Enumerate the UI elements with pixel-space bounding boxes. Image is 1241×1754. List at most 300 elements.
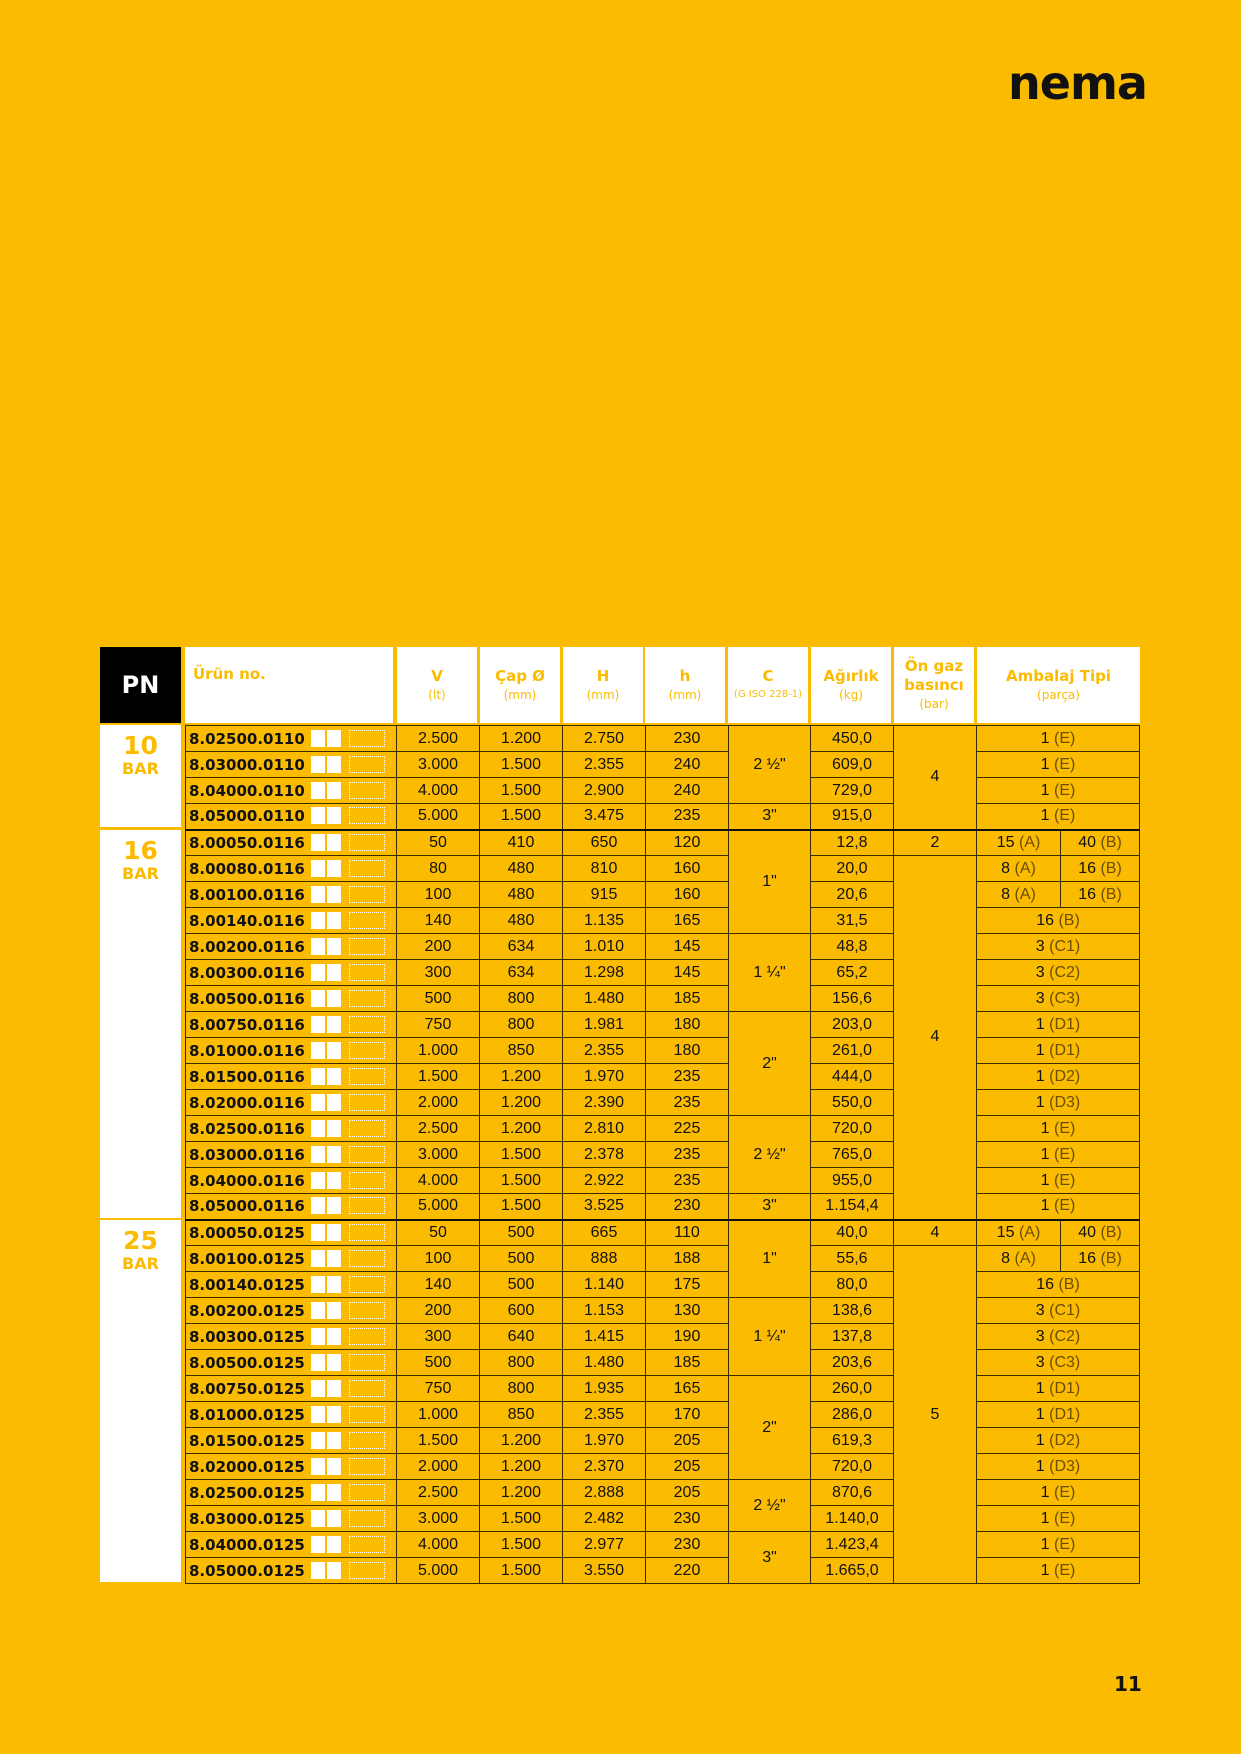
- product-code-cell: [186, 1324, 397, 1350]
- weight-cell: 1.665,0: [811, 1558, 894, 1584]
- dotted-box: [349, 1432, 385, 1449]
- packaging-count: 40: [1078, 833, 1096, 851]
- checkbox-square: [327, 1146, 341, 1163]
- checkbox-square: [327, 730, 341, 747]
- connection-height-cell: 230: [646, 726, 729, 752]
- diameter-cell: 1.500: [480, 1168, 563, 1194]
- packaging-cell: [977, 934, 1140, 960]
- weight-cell: 955,0: [811, 1168, 894, 1194]
- packaging-cell: [977, 1220, 1061, 1246]
- checkbox-square: [311, 1562, 325, 1579]
- checkbox-square: [327, 1380, 341, 1397]
- connection-cell: 2 ½": [729, 726, 811, 804]
- table-row: [186, 908, 1140, 934]
- diameter-cell: 480: [480, 856, 563, 882]
- height-cell: 650: [563, 830, 646, 856]
- product-code-cell: [186, 1116, 397, 1142]
- weight-cell: 720,0: [811, 1454, 894, 1480]
- weight-cell: 1.423,4: [811, 1532, 894, 1558]
- volume-cell: 2.500: [397, 1116, 480, 1142]
- height-cell: 2.888: [563, 1480, 646, 1506]
- packaging-count: 1: [1035, 1379, 1045, 1397]
- connection-height-cell: 205: [646, 1454, 729, 1480]
- packaging-type: (D2): [1049, 1067, 1081, 1085]
- table-row: [186, 1142, 1140, 1168]
- packaging-type: (A): [1014, 885, 1036, 903]
- packaging-type: (C2): [1049, 1327, 1081, 1345]
- pn-group-label: [100, 830, 181, 1218]
- product-code: 8.02500.0116: [189, 1119, 305, 1138]
- table-row: [186, 804, 1140, 830]
- packaging-count: 8: [1001, 1249, 1011, 1267]
- packaging-cell: [977, 1454, 1140, 1480]
- packaging-cell: [977, 1272, 1140, 1298]
- diameter-cell: 800: [480, 1376, 563, 1402]
- diameter-cell: 1.200: [480, 1116, 563, 1142]
- volume-cell: 300: [397, 960, 480, 986]
- table-row: [186, 1480, 1140, 1506]
- height-cell: 2.482: [563, 1506, 646, 1532]
- connection-cell: 1 ¼": [729, 1298, 811, 1376]
- height-cell: 1.970: [563, 1428, 646, 1454]
- dotted-box: [349, 860, 385, 877]
- packaging-count: 40: [1078, 1223, 1096, 1241]
- connection-height-cell: 110: [646, 1220, 729, 1246]
- connection-height-cell: 235: [646, 1168, 729, 1194]
- table-row: [186, 1246, 1140, 1272]
- table-row: [186, 856, 1140, 882]
- checkbox-square: [327, 1276, 341, 1293]
- packaging-cell: [977, 1558, 1140, 1584]
- height-cell: 1.970: [563, 1064, 646, 1090]
- product-code: 8.01500.0125: [189, 1431, 305, 1450]
- packaging-type: (B): [1100, 885, 1122, 903]
- volume-cell: 3.000: [397, 752, 480, 778]
- packaging-count: 1: [1040, 781, 1050, 799]
- packaging-cell: [977, 1116, 1140, 1142]
- height-cell: 1.480: [563, 1350, 646, 1376]
- packaging-cell: [977, 1324, 1140, 1350]
- dotted-box: [349, 1016, 385, 1033]
- product-code: 8.04000.0125: [189, 1535, 305, 1554]
- header-height: [563, 647, 643, 723]
- dotted-box: [349, 1484, 385, 1501]
- header-connection-title: C: [762, 666, 774, 685]
- product-code-cell: [186, 830, 397, 856]
- header-weight-title: Ağırlık: [823, 666, 879, 685]
- diameter-cell: 1.200: [480, 1480, 563, 1506]
- connection-height-cell: 230: [646, 1532, 729, 1558]
- nema-logo: nema: [1008, 56, 1147, 110]
- volume-cell: 2.500: [397, 726, 480, 752]
- dotted-box: [349, 912, 385, 929]
- diameter-cell: 500: [480, 1272, 563, 1298]
- connection-height-cell: 225: [646, 1116, 729, 1142]
- packaging-cell: [977, 986, 1140, 1012]
- diameter-cell: 800: [480, 1012, 563, 1038]
- checkbox-square: [327, 912, 341, 929]
- dotted-box: [349, 1224, 385, 1241]
- header-connection-height: [645, 647, 725, 723]
- table-row: [186, 1194, 1140, 1220]
- product-code-cell: [186, 1376, 397, 1402]
- checkbox-square: [311, 782, 325, 799]
- packaging-type: (D3): [1049, 1093, 1081, 1111]
- checkbox-square: [327, 782, 341, 799]
- packaging-count: 1: [1040, 1509, 1050, 1527]
- table-row: [186, 1168, 1140, 1194]
- table-row: [186, 1506, 1140, 1532]
- weight-cell: 156,6: [811, 986, 894, 1012]
- packaging-type: (C1): [1049, 1301, 1081, 1319]
- header-height-title: H: [596, 666, 610, 685]
- volume-cell: 140: [397, 908, 480, 934]
- table-row: [186, 752, 1140, 778]
- height-cell: 2.355: [563, 1402, 646, 1428]
- header-pressure: [894, 647, 974, 723]
- packaging-cell: [977, 726, 1140, 752]
- product-code: 8.00750.0116: [189, 1015, 305, 1034]
- packaging-cell: [977, 1246, 1061, 1272]
- connection-cell: 3": [729, 1194, 811, 1220]
- checkbox-square: [327, 1302, 341, 1319]
- volume-cell: 5.000: [397, 1194, 480, 1220]
- connection-cell: 3": [729, 804, 811, 830]
- height-cell: 1.981: [563, 1012, 646, 1038]
- product-code: 8.02500.0110: [189, 729, 305, 748]
- checkbox-square: [311, 1068, 325, 1085]
- packaging-count: 16: [1078, 1249, 1096, 1267]
- weight-cell: 138,6: [811, 1298, 894, 1324]
- header-connection: [728, 647, 808, 723]
- header-diameter-title: Çap Ø: [495, 666, 545, 685]
- product-code: 8.03000.0116: [189, 1145, 305, 1164]
- packaging-count: 1: [1040, 729, 1050, 747]
- table-row: [186, 1012, 1140, 1038]
- pressure-cell: 2: [894, 830, 977, 856]
- table-row: [186, 1090, 1140, 1116]
- weight-cell: 55,6: [811, 1246, 894, 1272]
- weight-cell: 203,6: [811, 1350, 894, 1376]
- volume-cell: 3.000: [397, 1506, 480, 1532]
- packaging-type: (B): [1100, 859, 1122, 877]
- product-code-cell: [186, 934, 397, 960]
- header-packaging-unit: (parça): [1037, 687, 1080, 702]
- checkbox-square: [327, 756, 341, 773]
- pn-value: 25: [123, 1226, 158, 1255]
- packaging-count: 8: [1001, 885, 1011, 903]
- connection-height-cell: 235: [646, 1142, 729, 1168]
- product-code-cell: [186, 1506, 397, 1532]
- header-diameter: [480, 647, 560, 723]
- packaging-count: 3: [1035, 937, 1045, 955]
- packaging-type: (E): [1054, 1171, 1076, 1189]
- checkbox-square: [311, 756, 325, 773]
- checkbox-square: [311, 1380, 325, 1397]
- connection-height-cell: 120: [646, 830, 729, 856]
- header-diameter-unit: (mm): [503, 687, 537, 702]
- checkbox-square: [327, 1068, 341, 1085]
- weight-cell: 915,0: [811, 804, 894, 830]
- dotted-box: [349, 1302, 385, 1319]
- table-row: [186, 1272, 1140, 1298]
- product-code-cell: [186, 1272, 397, 1298]
- weight-cell: 12,8: [811, 830, 894, 856]
- checkbox-square: [311, 1224, 325, 1241]
- checkbox-square: [311, 1042, 325, 1059]
- packaging-count: 1: [1035, 1457, 1045, 1475]
- weight-cell: 550,0: [811, 1090, 894, 1116]
- checkbox-square: [311, 1328, 325, 1345]
- checkbox-square: [311, 834, 325, 851]
- table-row: [186, 1350, 1140, 1376]
- table-row: [186, 1038, 1140, 1064]
- product-code-cell: [186, 1090, 397, 1116]
- connection-height-cell: 205: [646, 1428, 729, 1454]
- volume-cell: 1.000: [397, 1038, 480, 1064]
- diameter-cell: 1.500: [480, 1558, 563, 1584]
- packaging-type: (A): [1014, 1249, 1036, 1267]
- height-cell: 2.370: [563, 1454, 646, 1480]
- volume-cell: 4.000: [397, 1532, 480, 1558]
- product-code-cell: [186, 1532, 397, 1558]
- connection-height-cell: 185: [646, 1350, 729, 1376]
- product-code-cell: [186, 1064, 397, 1090]
- product-code-cell: [186, 908, 397, 934]
- connection-height-cell: 170: [646, 1402, 729, 1428]
- packaging-type: (E): [1054, 729, 1076, 747]
- dotted-box: [349, 1328, 385, 1345]
- packaging-type: (E): [1054, 781, 1076, 799]
- packaging-type: (D1): [1049, 1041, 1081, 1059]
- weight-cell: 261,0: [811, 1038, 894, 1064]
- connection-height-cell: 180: [646, 1038, 729, 1064]
- packaging-cell: [977, 752, 1140, 778]
- checkbox-square: [327, 1354, 341, 1371]
- weight-cell: 286,0: [811, 1402, 894, 1428]
- weight-cell: 444,0: [811, 1064, 894, 1090]
- dotted-box: [349, 1250, 385, 1267]
- dotted-box: [349, 1120, 385, 1137]
- packaging-count: 1: [1035, 1041, 1045, 1059]
- volume-cell: 100: [397, 1246, 480, 1272]
- packaging-count: 3: [1035, 1353, 1045, 1371]
- weight-cell: 1.154,4: [811, 1194, 894, 1220]
- pressure-cell: 5: [894, 1246, 977, 1584]
- diameter-cell: 1.200: [480, 1454, 563, 1480]
- volume-cell: 750: [397, 1012, 480, 1038]
- pn-header: PN: [100, 647, 181, 723]
- connection-cell: 3": [729, 1532, 811, 1584]
- checkbox-square: [327, 1042, 341, 1059]
- packaging-count: 8: [1001, 859, 1011, 877]
- packaging-cell: [1061, 1246, 1140, 1272]
- checkbox-square: [311, 1484, 325, 1501]
- checkbox-square: [327, 1120, 341, 1137]
- dotted-box: [349, 1068, 385, 1085]
- header-code: [185, 647, 393, 723]
- table-row: [186, 960, 1140, 986]
- weight-cell: 1.140,0: [811, 1506, 894, 1532]
- checkbox-square: [327, 1172, 341, 1189]
- diameter-cell: 500: [480, 1220, 563, 1246]
- height-cell: 3.525: [563, 1194, 646, 1220]
- connection-height-cell: 235: [646, 804, 729, 830]
- packaging-count: 3: [1035, 989, 1045, 1007]
- product-code-cell: [186, 1454, 397, 1480]
- product-code: 8.05000.0116: [189, 1197, 305, 1216]
- packaging-count: 1: [1040, 1171, 1050, 1189]
- packaging-type: (E): [1054, 1535, 1076, 1553]
- product-code-cell: [186, 986, 397, 1012]
- product-code: 8.00050.0125: [189, 1223, 305, 1242]
- header-volume: [397, 647, 477, 723]
- checkbox-square: [311, 1016, 325, 1033]
- connection-height-cell: 235: [646, 1090, 729, 1116]
- packaging-cell: [977, 856, 1061, 882]
- diameter-cell: 800: [480, 986, 563, 1012]
- packaging-cell: [977, 1350, 1140, 1376]
- connection-cell: 2 ½": [729, 1480, 811, 1532]
- diameter-cell: 1.200: [480, 726, 563, 752]
- header-height-unit: (mm): [586, 687, 620, 702]
- dotted-box: [349, 990, 385, 1007]
- packaging-type: (D1): [1049, 1379, 1081, 1397]
- volume-cell: 5.000: [397, 804, 480, 830]
- dotted-box: [349, 756, 385, 773]
- checkbox-square: [311, 1510, 325, 1527]
- product-code: 8.01000.0125: [189, 1405, 305, 1424]
- product-code-cell: [186, 1480, 397, 1506]
- volume-cell: 5.000: [397, 1558, 480, 1584]
- diameter-cell: 1.500: [480, 1142, 563, 1168]
- packaging-type: (E): [1054, 1145, 1076, 1163]
- table-row: [186, 1558, 1140, 1584]
- volume-cell: 300: [397, 1324, 480, 1350]
- weight-cell: 203,0: [811, 1012, 894, 1038]
- dotted-box: [349, 1458, 385, 1475]
- checkbox-square: [311, 964, 325, 981]
- product-code: 8.00140.0125: [189, 1275, 305, 1294]
- product-code-cell: [186, 1220, 397, 1246]
- product-code: 8.00200.0125: [189, 1301, 305, 1320]
- height-cell: 1.480: [563, 986, 646, 1012]
- height-cell: 2.378: [563, 1142, 646, 1168]
- packaging-count: 1: [1035, 1431, 1045, 1449]
- connection-height-cell: 190: [646, 1324, 729, 1350]
- table-row: [186, 1220, 1140, 1246]
- checkbox-square: [327, 1197, 341, 1214]
- packaging-count: 1: [1040, 1119, 1050, 1137]
- packaging-type: (E): [1054, 1509, 1076, 1527]
- packaging-count: 16: [1036, 1275, 1054, 1293]
- connection-height-cell: 130: [646, 1298, 729, 1324]
- connection-height-cell: 240: [646, 752, 729, 778]
- checkbox-square: [327, 1432, 341, 1449]
- packaging-type: (E): [1054, 755, 1076, 773]
- dotted-box: [349, 886, 385, 903]
- volume-cell: 50: [397, 1220, 480, 1246]
- volume-cell: 3.000: [397, 1142, 480, 1168]
- connection-height-cell: 235: [646, 1064, 729, 1090]
- pressure-cell: 4: [894, 726, 977, 830]
- packaging-cell: [977, 778, 1140, 804]
- product-code: 8.01500.0116: [189, 1067, 305, 1086]
- diameter-cell: 1.500: [480, 752, 563, 778]
- height-cell: 1.153: [563, 1298, 646, 1324]
- dotted-box: [349, 1406, 385, 1423]
- height-cell: 810: [563, 856, 646, 882]
- product-code: 8.04000.0110: [189, 781, 305, 800]
- table-row: [186, 1324, 1140, 1350]
- product-code: 8.01000.0116: [189, 1041, 305, 1060]
- product-table: [185, 725, 1140, 1584]
- packaging-count: 1: [1040, 807, 1050, 825]
- volume-cell: 80: [397, 856, 480, 882]
- product-code-cell: [186, 856, 397, 882]
- product-code: 8.00100.0116: [189, 885, 305, 904]
- packaging-cell: [977, 882, 1061, 908]
- checkbox-square: [327, 1250, 341, 1267]
- product-code: 8.00750.0125: [189, 1379, 305, 1398]
- product-code: 8.02000.0116: [189, 1093, 305, 1112]
- diameter-cell: 850: [480, 1402, 563, 1428]
- packaging-cell: [977, 830, 1061, 856]
- diameter-cell: 410: [480, 830, 563, 856]
- packaging-cell: [977, 1298, 1140, 1324]
- product-code: 8.03000.0110: [189, 755, 305, 774]
- dotted-box: [349, 1380, 385, 1397]
- checkbox-square: [327, 1016, 341, 1033]
- volume-cell: 2.500: [397, 1480, 480, 1506]
- header-connection-height-title: h: [679, 666, 691, 685]
- dotted-box: [349, 834, 385, 851]
- weight-cell: 870,6: [811, 1480, 894, 1506]
- volume-cell: 140: [397, 1272, 480, 1298]
- height-cell: 3.550: [563, 1558, 646, 1584]
- pn-group-label: [100, 1220, 181, 1582]
- table-row: [186, 1376, 1140, 1402]
- packaging-type: (C3): [1049, 989, 1081, 1007]
- product-code: 8.00300.0125: [189, 1327, 305, 1346]
- diameter-cell: 1.500: [480, 1194, 563, 1220]
- packaging-cell: [1061, 1220, 1140, 1246]
- connection-cell: 2": [729, 1012, 811, 1116]
- checkbox-square: [311, 1354, 325, 1371]
- volume-cell: 4.000: [397, 1168, 480, 1194]
- diameter-cell: 1.200: [480, 1090, 563, 1116]
- product-code-cell: [186, 1246, 397, 1272]
- packaging-type: (A): [1018, 833, 1041, 851]
- height-cell: 2.810: [563, 1116, 646, 1142]
- packaging-type: (E): [1054, 1197, 1076, 1215]
- weight-cell: 137,8: [811, 1324, 894, 1350]
- table-row: [186, 1298, 1140, 1324]
- packaging-count: 3: [1035, 1327, 1045, 1345]
- connection-height-cell: 165: [646, 1376, 729, 1402]
- product-code-cell: [186, 778, 397, 804]
- checkbox-square: [327, 1094, 341, 1111]
- packaging-cell: [977, 1402, 1140, 1428]
- checkbox-square: [311, 807, 325, 824]
- product-code-cell: [186, 752, 397, 778]
- product-code-cell: [186, 960, 397, 986]
- pn-unit: BAR: [122, 1254, 159, 1273]
- table-row: [186, 1116, 1140, 1142]
- product-code-cell: [186, 1558, 397, 1584]
- connection-height-cell: 160: [646, 856, 729, 882]
- packaging-cell: [977, 1142, 1140, 1168]
